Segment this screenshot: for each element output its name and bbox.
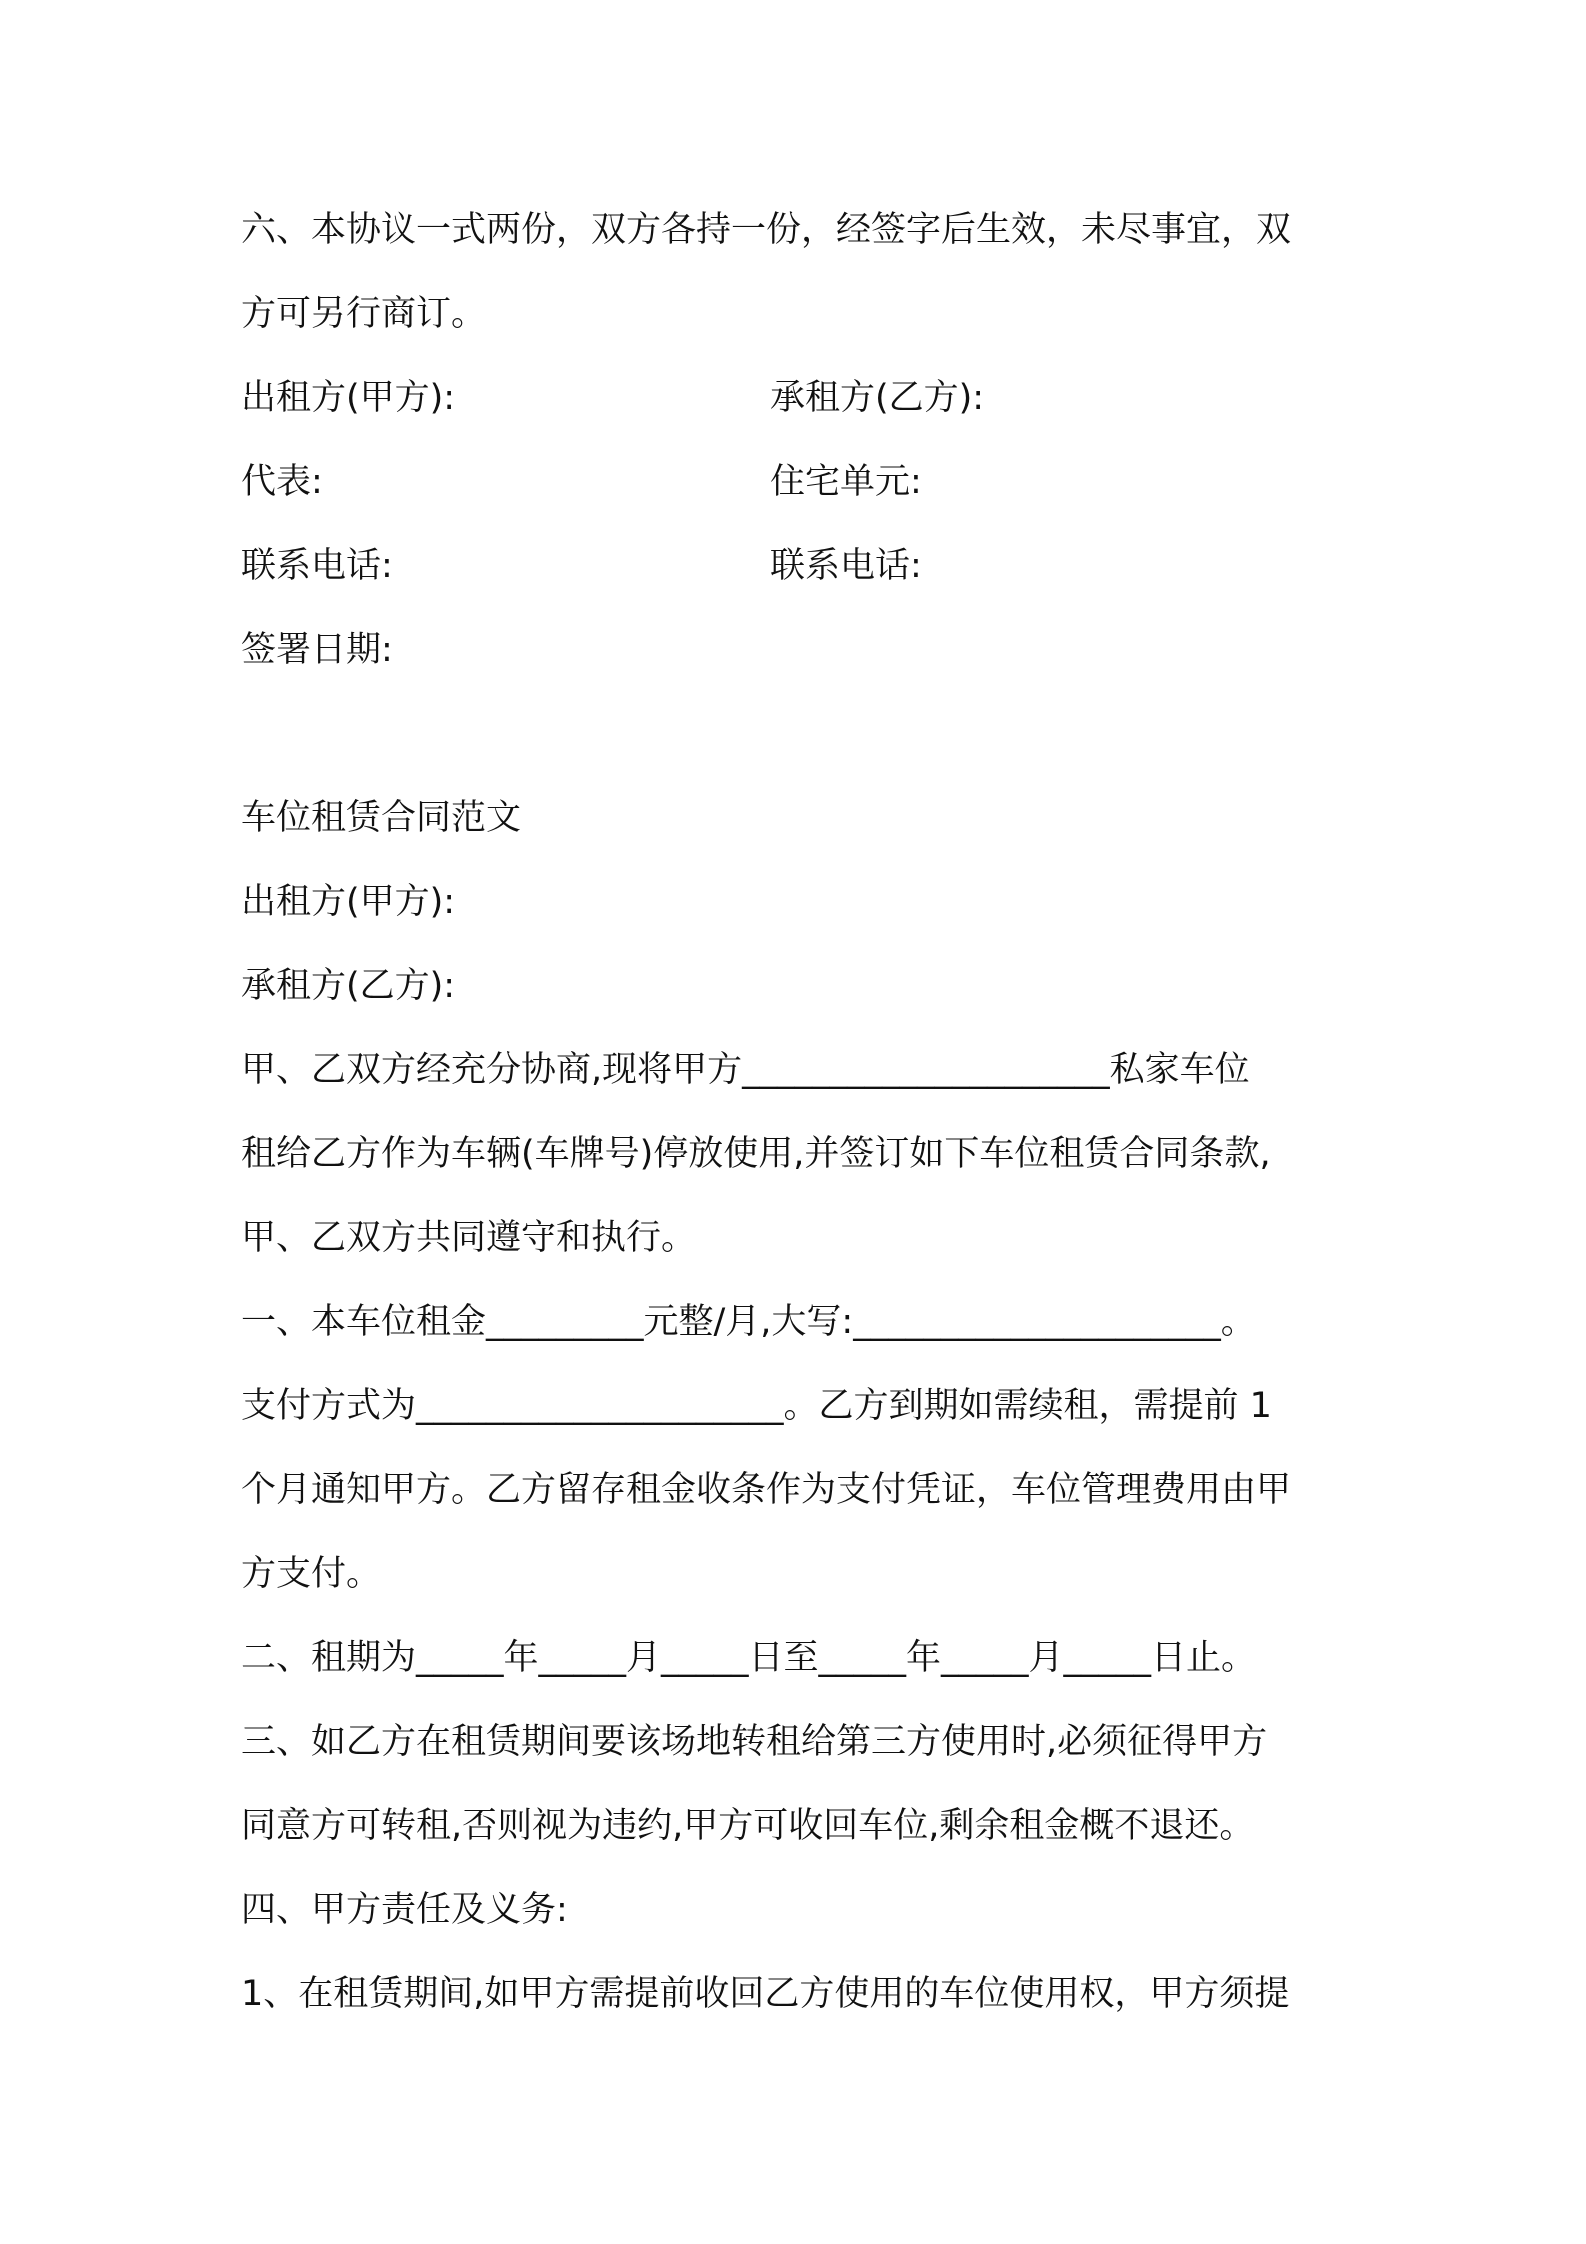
lessor-signature-label: 出租方(甲方): [241,378,456,418]
contract-lessee: 承租方(乙方): [241,966,456,1006]
intro-line2: 租给乙方作为车辆(车牌号)停放使用,并签订如下车位租赁合同条款, [241,1134,1271,1174]
clause4-item1: 1、在租赁期间,如甲方需提前收回乙方使用的车位使用权，甲方须提 [241,1974,1290,2014]
lessee-phone-label: 联系电话: [770,546,922,586]
section6-line1: 六、本协议一式两份，双方各持一份，经签字后生效，未尽事宜，双 [241,210,1292,250]
intro-line1: 甲、乙双方经充分协商,现将甲方_____________________私家车位 [241,1050,1250,1090]
clause2: 二、租期为_____年_____月_____日至_____年_____月_____日止。 [241,1638,1257,1678]
sign-date-label: 签署日期: [241,630,393,670]
clause1-line3: 个月通知甲方。乙方留存租金收条作为支付凭证，车位管理费用由甲 [241,1470,1292,1510]
clause4-title: 四、甲方责任及义务: [241,1890,568,1930]
intro-line3: 甲、乙双方共同遵守和执行。 [241,1218,697,1258]
lessor-phone-label: 联系电话: [241,546,393,586]
contract-lessor: 出租方(甲方): [241,882,456,922]
clause1-line4: 方支付。 [241,1554,382,1594]
clause3-line1: 三、如乙方在租赁期间要该场地转租给第三方使用时,必须征得甲方 [241,1722,1268,1762]
representative-label: 代表: [241,462,323,502]
clause1-line2: 支付方式为_____________________。乙方到期如需续租，需提前 1 [241,1386,1272,1426]
clause1-line1: 一、本车位租金_________元整/月,大写:_____________________。 [241,1302,1256,1342]
clause3-line2: 同意方可转租,否则视为违约,甲方可收回车位,剩余租金概不退还。 [241,1806,1255,1846]
residence-unit-label: 住宅单元: [770,462,922,502]
section6-line2: 方可另行商订。 [241,294,487,334]
lessee-signature-label: 承租方(乙方): [770,378,985,418]
contract-title: 车位租赁合同范文 [241,798,522,838]
